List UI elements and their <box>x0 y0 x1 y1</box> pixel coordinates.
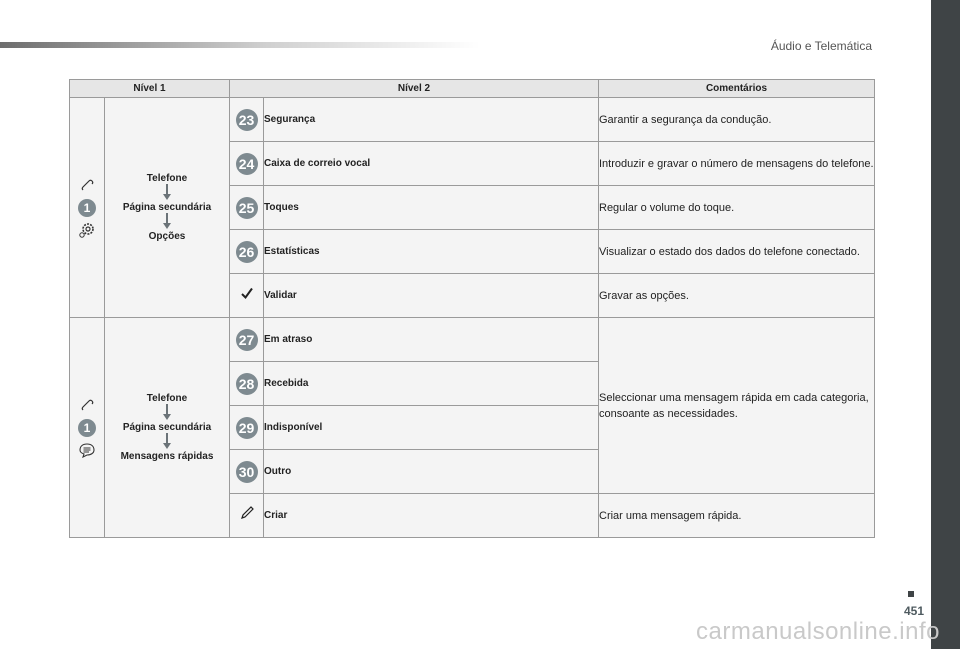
menu-item-pagina-secundaria: Página secundária <box>122 202 212 213</box>
table-row <box>70 318 875 362</box>
number-badge: 26 <box>236 241 258 263</box>
number-badge: 28 <box>236 373 258 395</box>
menu-item-telefone: Telefone <box>146 173 188 184</box>
option-label: Segurança <box>264 98 599 142</box>
settings-table <box>69 79 875 538</box>
page-number: 451 <box>903 604 924 618</box>
menu-item-pagina-secundaria: Página secundária <box>122 422 212 433</box>
badge-cell <box>230 450 264 494</box>
level1-cell <box>70 98 105 318</box>
comment-text: Garantir a segurança da condução. <box>599 98 875 142</box>
level1-badge: 1 <box>78 419 96 437</box>
badge-cell <box>230 406 264 450</box>
option-label: Criar <box>264 494 599 538</box>
table-header-row <box>70 80 875 98</box>
phone-icon <box>77 177 97 195</box>
menu-path-cell <box>105 98 230 318</box>
settings-gear-icon <box>77 221 97 239</box>
pencil-icon <box>239 508 255 525</box>
phone-icon <box>77 397 97 415</box>
option-label: Validar <box>264 274 599 318</box>
option-label: Toques <box>264 186 599 230</box>
arrow-down-icon <box>162 213 172 231</box>
section-title: Áudio e Telemática <box>770 39 872 53</box>
badge-cell <box>230 274 264 318</box>
menu-path-cell <box>105 318 230 538</box>
menu-item-mensagens-rapidas: Mensagens rápidas <box>120 451 214 462</box>
column-header-comments: Comentários <box>599 80 875 98</box>
comment-text: Criar uma mensagem rápida. <box>599 494 875 538</box>
arrow-down-icon <box>162 433 172 451</box>
page-marker <box>908 591 914 597</box>
badge-cell <box>230 318 264 362</box>
option-label: Recebida <box>264 362 599 406</box>
number-badge: 24 <box>236 153 258 175</box>
header-gradient-bar <box>0 42 480 48</box>
badge-cell <box>230 98 264 142</box>
number-badge: 29 <box>236 417 258 439</box>
number-badge: 27 <box>236 329 258 351</box>
comment-text: Gravar as opções. <box>599 274 875 318</box>
option-label: Caixa de correio vocal <box>264 142 599 186</box>
badge-cell <box>230 494 264 538</box>
comment-text: Introduzir e gravar o número de mensagens do telefone. <box>599 142 875 186</box>
comment-text: Visualizar o estado dos dados do telefone conectado. <box>599 230 875 274</box>
badge-cell <box>230 230 264 274</box>
watermark: carmanualsonline.info <box>696 618 940 645</box>
number-badge: 23 <box>236 109 258 131</box>
arrow-down-icon <box>162 404 172 422</box>
checkmark-icon <box>240 287 254 304</box>
badge-cell <box>230 186 264 230</box>
option-label: Em atraso <box>264 318 599 362</box>
menu-item-telefone: Telefone <box>146 393 188 404</box>
column-header-level1: Nível 1 <box>70 80 230 98</box>
option-label: Estatísticas <box>264 230 599 274</box>
column-header-level2: Nível 2 <box>230 80 599 98</box>
arrow-down-icon <box>162 184 172 202</box>
side-strip <box>931 0 960 649</box>
shared-comment-text: Seleccionar uma mensagem rápida em cada categoria, consoante as necessidades. <box>599 318 875 494</box>
level1-badge: 1 <box>78 199 96 217</box>
badge-cell <box>230 362 264 406</box>
number-badge: 30 <box>236 461 258 483</box>
comment-text: Regular o volume do toque. <box>599 186 875 230</box>
number-badge: 25 <box>236 197 258 219</box>
badge-cell <box>230 142 264 186</box>
option-label: Outro <box>264 450 599 494</box>
option-label: Indisponível <box>264 406 599 450</box>
menu-item-opcoes: Opções <box>148 231 186 242</box>
level1-cell <box>70 318 105 538</box>
message-bubble-icon <box>77 441 97 459</box>
table-row <box>70 98 875 142</box>
